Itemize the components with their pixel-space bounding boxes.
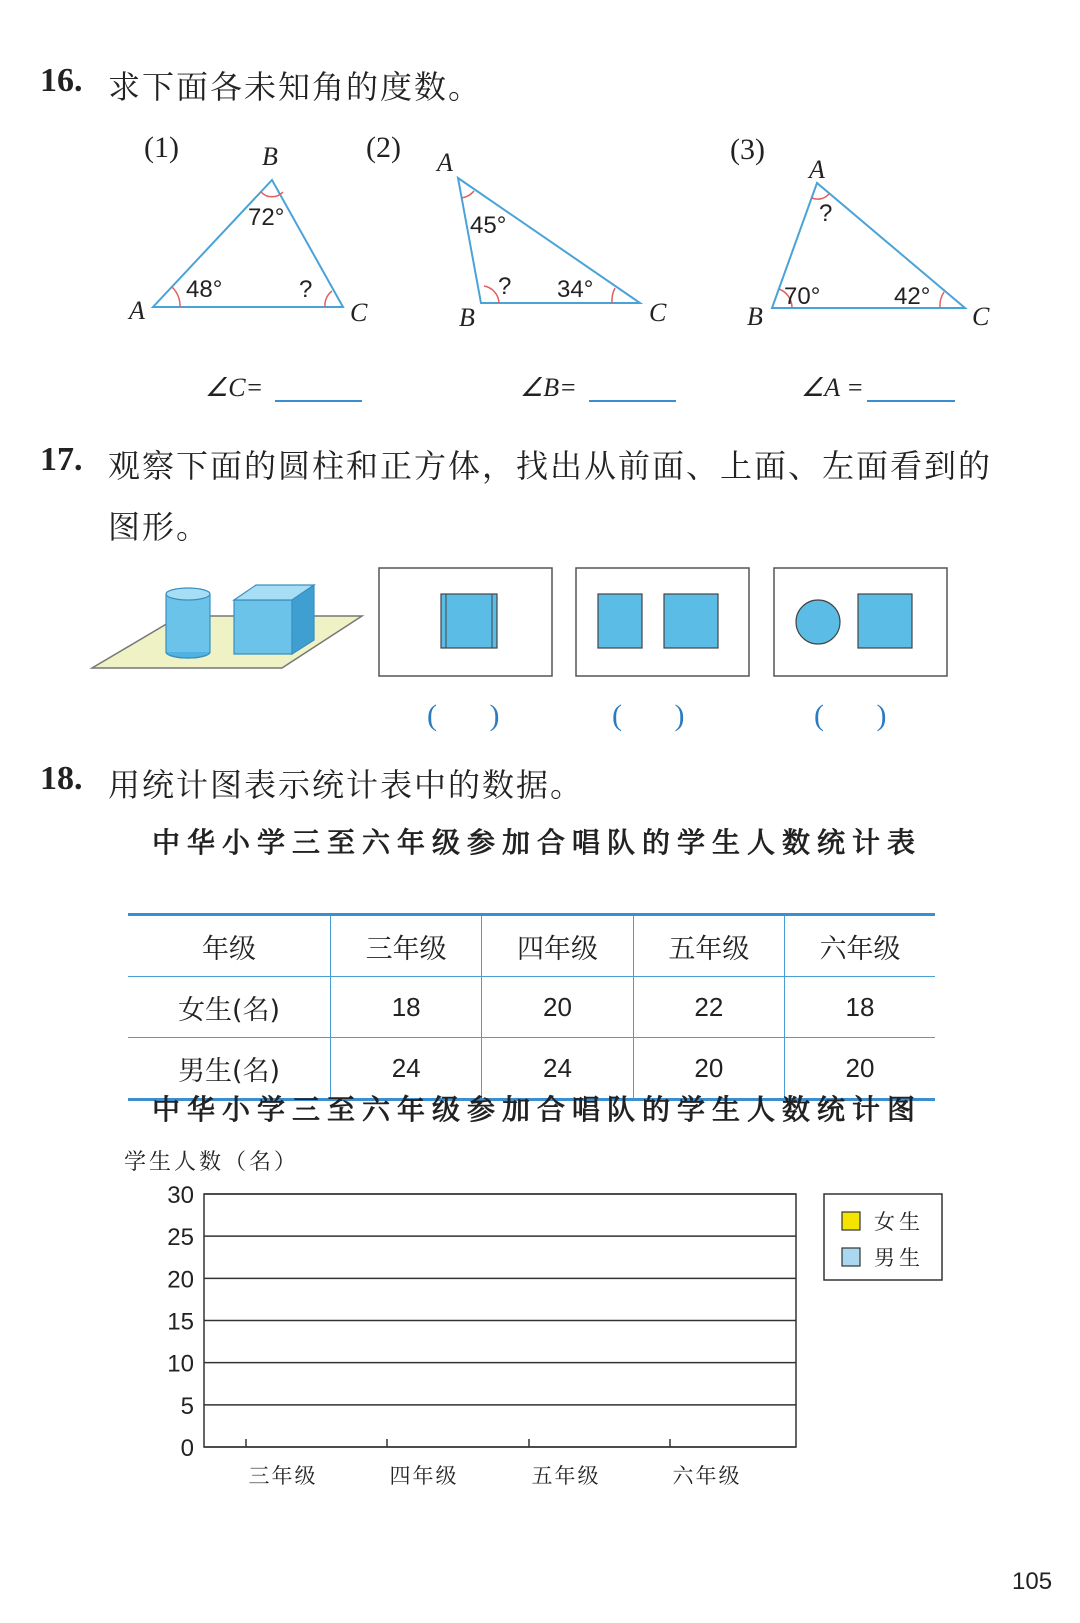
t1-angle-a: 48°	[186, 276, 223, 303]
answer-3-label: ∠A =	[801, 373, 864, 402]
t3-vertex-a: A	[809, 155, 825, 184]
answer-paren-3[interactable]: ( )	[814, 699, 887, 732]
t3-angle-a: ?	[819, 200, 833, 227]
bar-chart-grid	[0, 1130, 1080, 1510]
x-tick-label: 四年级	[389, 1464, 459, 1488]
y-axis-label: 学生人数（名）	[124, 1150, 300, 1175]
legend-swatch	[842, 1248, 860, 1266]
answer-2-label: ∠B=	[520, 373, 577, 402]
t2-vertex-c: C	[649, 298, 667, 327]
y-tick-label: 0	[180, 1435, 194, 1462]
answer-paren-2[interactable]: ( )	[612, 699, 685, 732]
table-cell: 18	[785, 977, 935, 1038]
answer-1-label: ∠C=	[205, 373, 264, 402]
table-cell: 20	[633, 1038, 784, 1100]
row-label-boys: 男生(名)	[128, 1038, 331, 1100]
t2-angle-c: 34°	[557, 276, 594, 303]
part-1-label: (1)	[144, 131, 179, 164]
table-row-girls	[128, 977, 935, 1038]
t3-angle-b: 70°	[784, 283, 821, 310]
legend-label: 男生	[874, 1246, 924, 1270]
chart-title: 中华小学三至六年级参加合唱队的学生人数统计图	[152, 1093, 923, 1126]
t1-vertex-a: A	[129, 296, 145, 325]
view-option-3	[774, 568, 947, 676]
y-tick-label: 5	[180, 1392, 194, 1420]
triangle-1	[153, 180, 343, 307]
t3-angle-c: 42°	[894, 283, 931, 310]
t2-vertex-a: A	[437, 148, 453, 177]
t2-vertex-b: B	[459, 303, 475, 332]
q17-question-line2: 图形。	[108, 508, 211, 546]
view-option-1	[379, 568, 552, 676]
t1-angle-c: ?	[299, 276, 313, 303]
x-tick-label: 六年级	[672, 1464, 742, 1488]
t1-vertex-b: B	[262, 142, 278, 171]
t3-vertex-b: B	[747, 302, 763, 331]
table-cell: 22	[633, 977, 784, 1038]
stat-table	[128, 913, 935, 1101]
y-tick-label: 10	[167, 1350, 194, 1378]
x-tick-label: 三年级	[248, 1464, 318, 1488]
table-cell: 18	[331, 977, 482, 1038]
triangle-2	[458, 178, 640, 303]
cylinder	[166, 588, 210, 658]
header-grade-3: 三年级	[331, 915, 482, 977]
header-grade-4: 四年级	[482, 915, 633, 977]
t1-angle-b: 72°	[248, 204, 285, 231]
y-tick-label: 30	[167, 1182, 194, 1209]
base-plane	[92, 616, 362, 668]
t3-vertex-c: C	[972, 302, 990, 331]
t1-vertex-c: C	[350, 298, 368, 327]
t2-angle-a: 45°	[470, 212, 507, 239]
q17-figures	[80, 560, 980, 690]
header-grade-6: 六年级	[785, 915, 935, 977]
header-grade-5: 五年级	[633, 915, 784, 977]
row-label-girls: 女生(名)	[128, 977, 331, 1038]
part-2-label: (2)	[366, 131, 401, 164]
y-tick-label: 25	[167, 1224, 194, 1252]
t2-angle-b: ?	[498, 273, 512, 300]
view-option-2	[576, 568, 749, 676]
y-tick-label: 20	[167, 1266, 194, 1294]
table-title: 中华小学三至六年级参加合唱队的学生人数统计表	[152, 826, 923, 859]
y-tick-label: 15	[167, 1308, 194, 1336]
legend-swatch	[842, 1212, 860, 1230]
q17-number: 17.	[40, 441, 83, 478]
table-cell: 20	[785, 1038, 935, 1100]
q18-number: 18.	[40, 760, 83, 797]
x-tick-label: 五年级	[531, 1464, 601, 1488]
table-cell: 24	[331, 1038, 482, 1100]
legend-label: 女生	[874, 1210, 924, 1234]
q16-question: 求下面各未知角的度数。	[108, 68, 483, 106]
table-cell: 24	[482, 1038, 633, 1100]
q18-question: 用统计图表示统计表中的数据。	[108, 766, 585, 804]
page-number: 105	[1012, 1568, 1053, 1595]
table-cell: 20	[482, 977, 633, 1038]
answer-paren-1[interactable]: ( )	[427, 699, 500, 732]
part-3-label: (3)	[730, 133, 765, 166]
q17-question-line1: 观察下面的圆柱和正方体，找出从前面、上面、左面看到的	[108, 447, 993, 485]
table-header-row	[128, 915, 935, 977]
header-grade: 年级	[128, 915, 331, 977]
cube	[234, 585, 314, 654]
q16-number: 16.	[40, 62, 83, 99]
